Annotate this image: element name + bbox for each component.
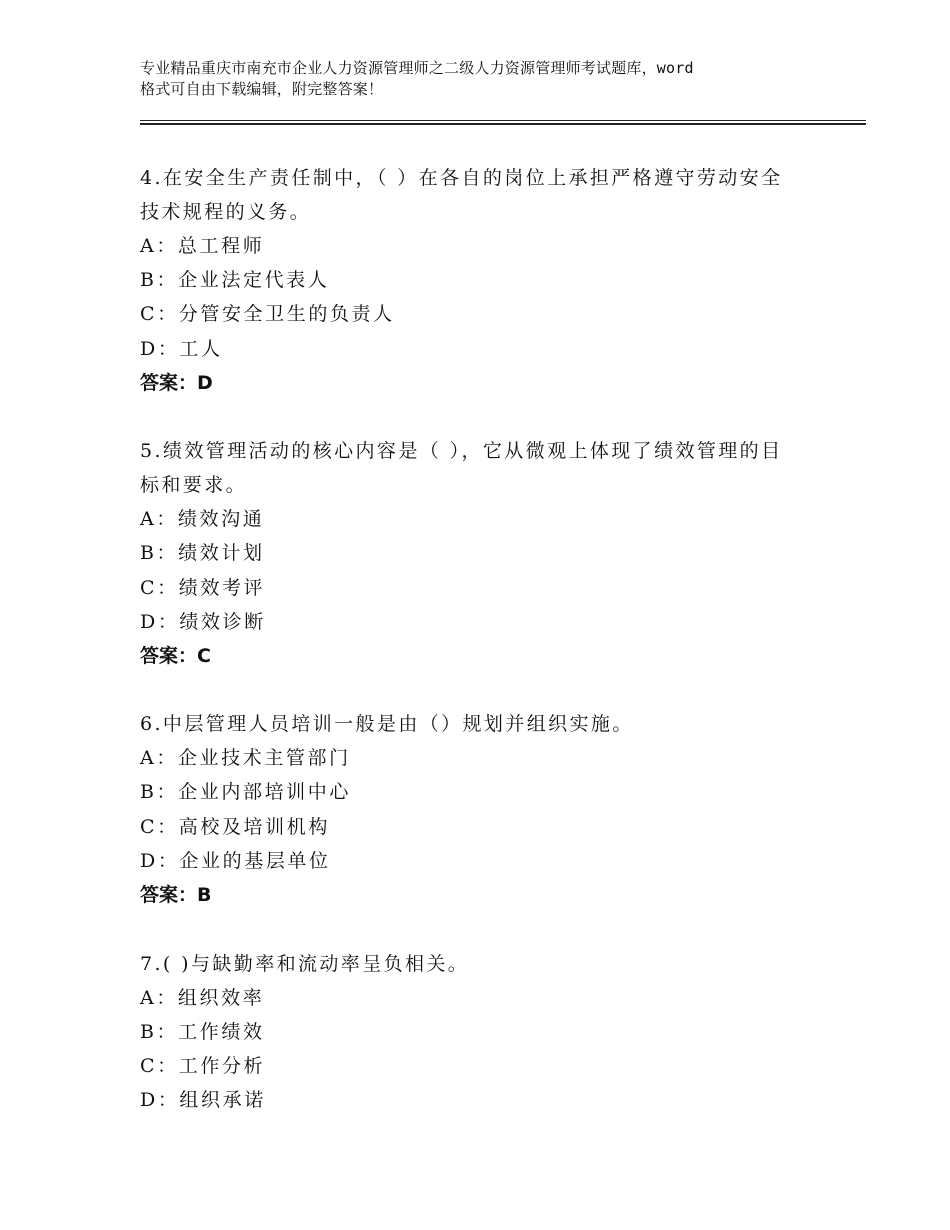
header-divider-thick	[140, 123, 866, 125]
option-a: A：企业技术主管部门	[140, 747, 351, 769]
option-c: C：高校及培训机构	[140, 816, 330, 838]
option-b: B：工作绩效	[140, 1021, 265, 1043]
answer: 答案：C	[140, 645, 211, 667]
option-c: C：工作分析	[140, 1055, 266, 1077]
header-line-2: 格式可自由下载编辑，附完整答案！	[140, 80, 384, 98]
option-c: C：分管安全卫生的负责人	[140, 303, 395, 325]
answer: 答案：B	[140, 884, 212, 906]
question-stem: 4.在安全生产责任制中，（ ）在各自的岗位上承担严格遵守劳动安全	[140, 167, 783, 189]
option-d: D：绩效诊断	[140, 611, 266, 633]
option-c: C：绩效考评	[140, 577, 266, 599]
question-stem: 5.绩效管理活动的核心内容是（ ），它从微观上体现了绩效管理的目	[140, 440, 783, 462]
header-divider-thin	[140, 120, 866, 121]
answer: 答案：D	[140, 372, 213, 394]
option-b: B：绩效计划	[140, 542, 265, 564]
question-stem: 7.( )与缺勤率和流动率呈负相关。	[140, 953, 470, 975]
option-a: A：总工程师	[140, 235, 265, 257]
option-d: D：企业的基层单位	[140, 850, 331, 872]
question-stem-continued: 标和要求。	[140, 474, 248, 496]
document-header	[140, 58, 840, 100]
option-a: A：组织效率	[140, 987, 265, 1009]
option-d: D：工人	[140, 338, 223, 360]
header-line-1: 专业精品重庆市南充市企业人力资源管理师之二级人力资源管理师考试题库，word	[140, 59, 694, 77]
option-a: A：绩效沟通	[140, 508, 265, 530]
option-b: B：企业内部培训中心	[140, 781, 351, 803]
option-d: D：组织承诺	[140, 1089, 266, 1111]
question-stem: 6.中层管理人员培训一般是由（）规划并组织实施。	[140, 713, 634, 735]
option-b: B：企业法定代表人	[140, 269, 330, 291]
question-stem-continued: 技术规程的义务。	[140, 201, 312, 223]
